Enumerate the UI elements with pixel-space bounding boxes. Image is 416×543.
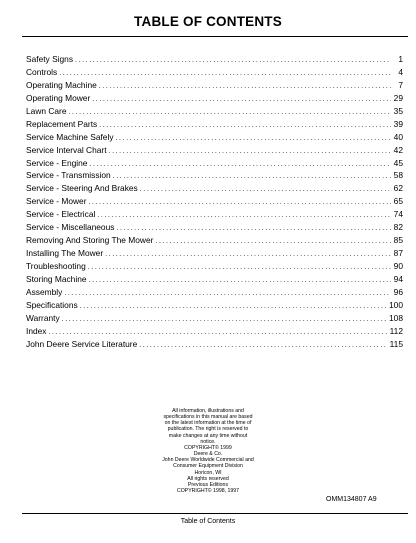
dot-leader [80,301,387,312]
toc-entry-label: Assembly [26,286,63,297]
copyright-line: make changes at any time without [168,432,248,439]
footer-rule [22,513,408,514]
toc-entry-page-number: 42 [393,144,403,155]
toc-entry[interactable] [26,79,403,92]
toc-entry-label: Service Interval Chart [26,144,107,155]
toc-entry[interactable] [26,53,403,66]
toc-entry-label: Warranty [26,312,60,323]
toc-entry-page-number: 39 [393,118,403,129]
dot-leader [62,314,387,325]
copyright-line: All rights reserved [187,475,229,482]
toc-entry[interactable] [26,325,403,338]
toc-entry[interactable] [26,131,403,144]
toc-entry-page-number: 7 [398,79,403,90]
copyright-line: Horicon, WI [194,469,222,476]
dot-leader [97,210,391,221]
toc-entry-page-number: 29 [393,92,403,103]
dot-leader [64,288,391,299]
dot-leader [109,146,391,157]
toc-entry[interactable] [26,312,403,325]
page-title: TABLE OF CONTENTS [134,14,282,29]
toc-entry-page-number: 40 [393,131,403,142]
toc-entry[interactable] [26,144,403,157]
copyright-line: on the latest information at the time of [164,420,252,427]
toc-entry[interactable] [26,286,403,299]
toc-entry-page-number: 94 [393,273,403,284]
toc-entry-page-number: 35 [393,105,403,116]
toc-entry[interactable] [26,105,403,118]
table-of-contents [26,53,403,351]
toc-entry-page-number: 108 [389,312,403,323]
dot-leader [69,107,391,118]
dot-leader [92,94,391,105]
toc-entry[interactable] [26,182,403,195]
page-footer: Table of Contents [180,518,236,525]
toc-entry[interactable] [26,247,403,260]
dot-leader [116,133,391,144]
toc-entry[interactable] [26,66,403,79]
copyright-line: John Deere Worldwide Commercial and [162,457,254,464]
copyright-line: Consumer Equipment Division [173,463,243,470]
toc-entry[interactable] [26,118,403,131]
toc-entry-label: Controls [26,66,58,77]
toc-entry-page-number: 96 [393,286,403,297]
dot-leader [155,236,391,247]
document-code: OMM134807 A9 [326,496,377,503]
copyright-notice [138,408,278,494]
toc-entry-page-number: 112 [389,325,403,336]
copyright-line: Deere & Co. [193,451,223,458]
toc-entry-page-number: 4 [398,66,403,77]
dot-leader [140,184,391,195]
toc-entry-label: Service - Miscellaneous [26,222,115,233]
toc-entry-label: Installing The Mower [26,248,104,259]
copyright-line: specifications in this manual are based [163,414,253,421]
dot-leader [99,120,391,131]
toc-entry-label: Safety Signs [26,54,74,64]
toc-entry[interactable] [26,208,403,221]
toc-entry[interactable] [26,221,403,234]
toc-entry[interactable] [26,195,403,208]
dot-leader [116,223,391,234]
dot-leader [89,159,391,170]
dot-leader [99,81,391,92]
copyright-line: All information, illustrations and [172,408,244,414]
toc-entry-page-number: 90 [393,261,403,271]
toc-entry-label: Service - Electrical [26,209,96,220]
toc-entry[interactable] [26,169,403,182]
copyright-line: COPYRIGHT© 1998, 1997 [176,488,240,495]
toc-entry-page-number: 65 [393,196,403,207]
copyright-line: publication. The right is reserved to [167,426,249,433]
dot-leader [49,327,388,338]
toc-entry-label: Lawn Care [26,105,67,116]
toc-entry[interactable] [26,157,403,170]
dot-leader [89,275,391,286]
toc-entry-label: Specifications [26,299,78,310]
dot-leader [105,249,391,260]
dot-leader [113,171,391,182]
toc-entry-label: Service Machine Safely [26,131,114,142]
toc-entry-page-number: 115 [389,338,403,349]
toc-entry-label: Troubleshooting [26,261,86,271]
toc-entry-label: Service - Steering And Brakes [26,183,138,194]
toc-entry-page-number: 1 [398,54,403,64]
toc-entry-label: Service - Mower [26,196,87,207]
dot-leader [75,55,391,66]
toc-entry-page-number: 100 [389,299,403,310]
toc-entry-label: Storing Machine [26,273,87,284]
toc-entry-label: Removing And Storing The Mower [26,235,154,246]
dot-leader [139,340,387,351]
toc-entry-label: Operating Machine [26,79,97,90]
toc-entry-label: Operating Mower [26,92,91,103]
toc-entry-label: Service - Engine [26,157,88,168]
toc-entry-page-number: 45 [393,157,403,168]
toc-entry-label: Index [26,325,47,336]
toc-entry[interactable] [26,92,403,105]
copyright-line: Previous Editions [187,481,229,488]
dot-leader [88,262,391,273]
header-rule [22,36,408,37]
toc-entry[interactable] [26,234,403,247]
toc-entry-page-number: 58 [393,170,403,181]
toc-entry-page-number: 87 [393,248,403,259]
toc-entry-label: Service - Transmission [26,170,111,181]
toc-entry-label: Replacement Parts [26,118,98,129]
toc-entry-page-number: 62 [393,183,403,194]
toc-entry-page-number: 74 [393,209,403,220]
toc-entry-page-number: 82 [393,222,403,233]
toc-entry-page-number: 85 [393,235,403,246]
toc-entry[interactable] [26,299,403,312]
dot-leader [59,68,391,79]
toc-entry[interactable] [26,273,403,286]
toc-entry[interactable] [26,260,403,273]
toc-entry-label: John Deere Service Literature [26,338,138,349]
copyright-line: notice. [200,438,216,445]
dot-leader [89,197,392,208]
copyright-line: COPYRIGHT© 1999 [184,444,232,451]
toc-entry[interactable] [26,338,403,351]
